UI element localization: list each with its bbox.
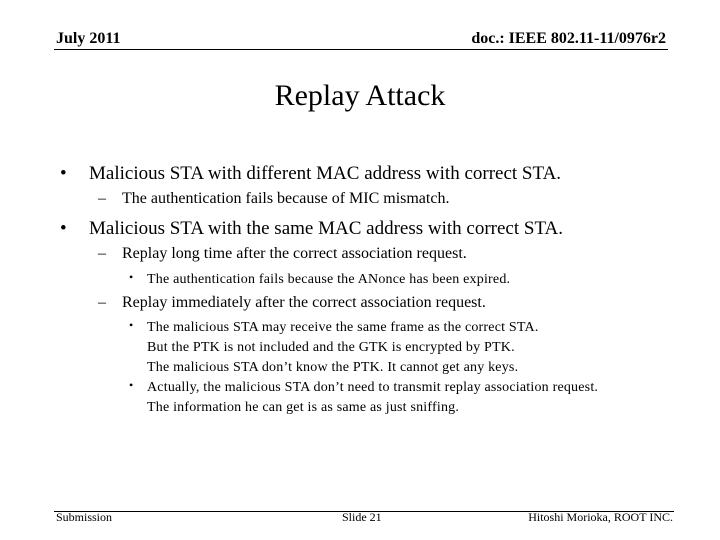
sub-sub-bullet-text: [147, 318, 539, 378]
sub-sub-bullet-dot: •: [129, 378, 134, 392]
sub-bullet-text: Replay long time after the correct association request.: [122, 245, 467, 262]
bullet-dot: •: [60, 163, 67, 184]
text-line: Actually, the malicious STA don’t need to transmit replay association request.: [147, 380, 599, 395]
sub-sub-bullet-dot: •: [129, 318, 134, 332]
bullet-dot: •: [60, 218, 67, 239]
sub-bullet-dash: –: [98, 245, 106, 262]
sub-bullet-dash: –: [98, 294, 106, 311]
text-line: The malicious STA don’t know the PTK. It cannot get any keys.: [147, 360, 519, 375]
sub-bullet-text: The authentication fails because of MIC mismatch.: [122, 190, 450, 207]
bullet-text: Malicious STA with different MAC address with correct STA.: [89, 163, 562, 184]
slide-title: Replay Attack: [274, 79, 446, 112]
text-line: But the PTK is not included and the GTK is encrypted by PTK.: [147, 340, 515, 355]
header-doc-id: doc.: IEEE 802.11-11/0976r2: [471, 30, 666, 47]
header-divider: [54, 49, 668, 50]
sub-sub-bullet-text: The authentication fails because the ANonce has been expired.: [147, 272, 511, 287]
bullet-text: Malicious STA with the same MAC address with correct STA.: [89, 218, 563, 239]
sub-bullet-dash: –: [98, 190, 106, 207]
header-date: July 2011: [56, 30, 121, 47]
footer-submission: Submission: [56, 510, 113, 524]
sub-sub-bullet-dot: •: [129, 270, 134, 284]
text-line: The malicious STA may receive the same frame as the correct STA.: [147, 320, 539, 335]
sub-bullet-text: Replay immediately after the correct association request.: [122, 294, 486, 311]
text-line: The information he can get is as same as just sniffing.: [147, 400, 460, 415]
footer-author: Hitoshi Morioka, ROOT INC.: [528, 510, 673, 524]
footer-slide-number: Slide 21: [342, 510, 382, 524]
sub-sub-bullet-text: [147, 378, 598, 418]
